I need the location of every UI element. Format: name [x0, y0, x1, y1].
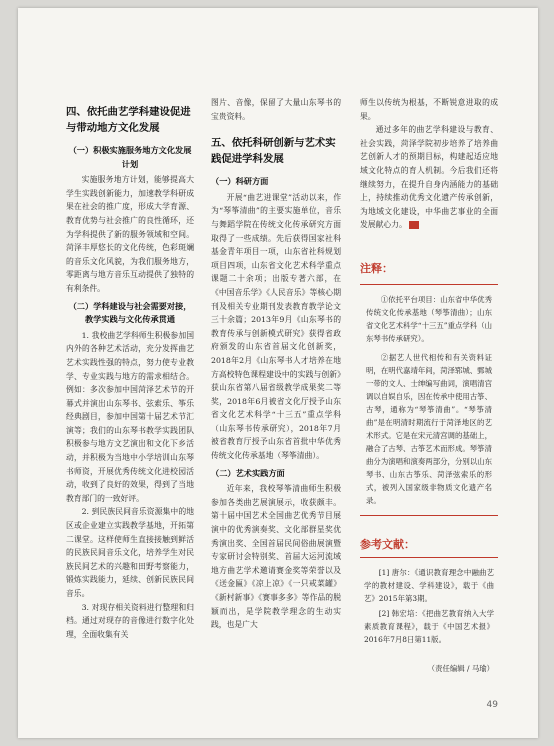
paragraph: 2. 到民族民间音乐资源集中的地区或企业建立实践教学基地，开拓第二课堂。这样使师生直接接触到鲜活的民族民间音乐文化，培养学生对民族民间艺术的兴趣和田野考察能力，锻炼实践能力，延续、创新民族民间音乐。	[66, 507, 194, 598]
end-mark-icon	[409, 221, 419, 229]
document-page	[18, 8, 538, 738]
paragraph: 近年来，我校琴筝清曲师生积极参加各类曲艺展演展示，收获颇丰。第十届中国艺术全国曲艺优秀节目展演中的优秀演奏奖、文化部群星奖优秀演出奖、全国首届民间俗曲展演暨专家研讨会特别奖、首届大运河流域地方曲艺学术邀请赛金奖等荣誉以及《送金匾》《凉上凉》《一只戒菜罐》《新村新事》《赛事多多》等作品的脱颖而出，是学院教学理念的生动实践，也是广大	[211, 484, 341, 630]
paragraph: 3. 对现存相关资料进行整理和归档。通过对现存的音像进行数字化处理，全面收集有关	[66, 602, 194, 639]
subsection-heading: （一）科研方面	[211, 176, 269, 187]
notes-title: 注释：	[360, 261, 393, 275]
notes-box	[360, 284, 498, 516]
reference-item: [2] 韩宏培：《把曲艺教育纳入大学素质教育课程》，载于《中国艺术报》2016年7月8日第11版。	[364, 609, 494, 645]
paragraph: 开展“曲艺进课堂”活动以来，作为“琴筝清曲”的主要实施单位，音乐与舞蹈学院在传统文化传承研究方面取得了一些成绩。先后获得国家社科基金青年项目一项，山东省社科规划项目四项，山东省文化艺术科学重点课题二十余项；出版专著六部，在《中国音乐学》《人民音乐》等核心期刊及相关专业期刊发表教育教学论文三十余篇；2013年9月《山东琴书的教育传承与创新模式研究》获得省政府颁发的山东省首届文化创新奖，2018年2月《山东琴书人才培养在地方高校特色课程建设中的实践与创新》获山东省第八届省级教学成果奖二等奖，2018年6月被省文化厅授予山东省文化艺术科学“十三五”重点学科（山东琴书传承研究），2018年7月被省教育厅授予山东省首批中华优秀传统文化传承基地（琴筝清曲）。	[211, 192, 341, 461]
page-number: 49	[486, 700, 498, 710]
paragraph: 师生以传统为根基，不断锐意进取的成果。	[360, 98, 498, 121]
paragraph: 通过多年的曲艺学科建设与教育、社会实践，菏泽学院初步培养了培养曲艺创新人才的预期目标，构建起适应地域文化特点的育人机制。今后我们还将继续努力，在提升自身内涵能力的基础上，持续推动优秀文化遗产传承创新，为地域文化建设，中华曲艺事业的全面发展献心力。	[360, 125, 498, 230]
note-item: ①依托平台项目：山东省中华优秀传统文化传承基地（琴筝清曲）；山东省文化艺术科学“十三五”重点学科（山东琴书传承研究）。	[366, 294, 492, 343]
column-right	[360, 96, 498, 675]
subsection-heading: （二）学科建设与社会需要对接，教学实践与文化传承贯通	[68, 300, 192, 325]
paragraph: 1. 我校曲艺学科师生积极参加国内外的各种艺术活动，充分发挥曲艺艺术实践性强的特点，努力使专业教学、专业实践与地方的需求相结合。例如：多次参加中国菏泽艺术节的开幕式并演出山东琴书、弦索乐、筝乐经典剧目，参加中国第十届艺术节汇演等；我们的山东琴书教学实践团队积极参与地方文艺演出和文化下乡活动，并积极为当地中小学培训山东琴书师资，开展优秀传统文化进校园活动，收到了良好的效果，得到了当地教育部门的一致好评。	[66, 330, 194, 503]
subsection-heading: （一）积极实施服务地方文化发展计划	[68, 145, 192, 169]
note-item: ②据艺人世代相传和有关资料证明，在明代嘉靖年间，菏泽郓城、鄄城一带的文人、士绅编写曲词，演唱清宫调以自娱自乐，因在传承中使用古筝、古琴，通称为“琴筝清曲”。“琴筝清曲”是在明清时期流行于菏泽地区的艺术形式。它是在宋元清宫调的基础上，融合了古琴、古筝艺术而形成。琴筝清曲分为演唱和演奏两部分，分别以山东琴书、山东古筝乐、菏泽弦索乐的形式，被列入国家级非物质文化遗产名录。	[366, 352, 492, 505]
paragraph: 实施服务地方计划，能够提高大学生实践创新能力，加速教学科研成果在社会的推广度，形成大学育源、教育优势与社会推广的良性循环，还为学科提供了新的服务领域和空间。菏泽丰厚悠长的文化传统，色彩斑斓的音乐文化风貌，为我们服务地方，零距离与地方音乐互动提供了独特的有利条件。	[66, 175, 194, 293]
section-heading-4: 四、依托曲艺学科建设促进与带动地方文化发展	[66, 106, 191, 134]
subsection-heading: （二）艺术实践方面	[211, 467, 285, 478]
reference-item: [1] 唐尔：《通识教育理念中融曲艺学的教材建设、学科建设》，载于《曲艺》2015年第3期。	[364, 568, 494, 604]
column-left	[66, 104, 194, 641]
references-box	[360, 557, 498, 675]
column-middle	[211, 96, 341, 632]
editor-credit: （责任编辑 / 马瑜）	[427, 664, 494, 674]
references-title: 参考文献：	[360, 537, 415, 551]
paragraph: 图片、音像，保留了大量山东琴书的宝贵资料。	[211, 98, 341, 121]
section-heading-5: 五、依托科研创新与艺术实践促进学科发展	[211, 137, 336, 166]
